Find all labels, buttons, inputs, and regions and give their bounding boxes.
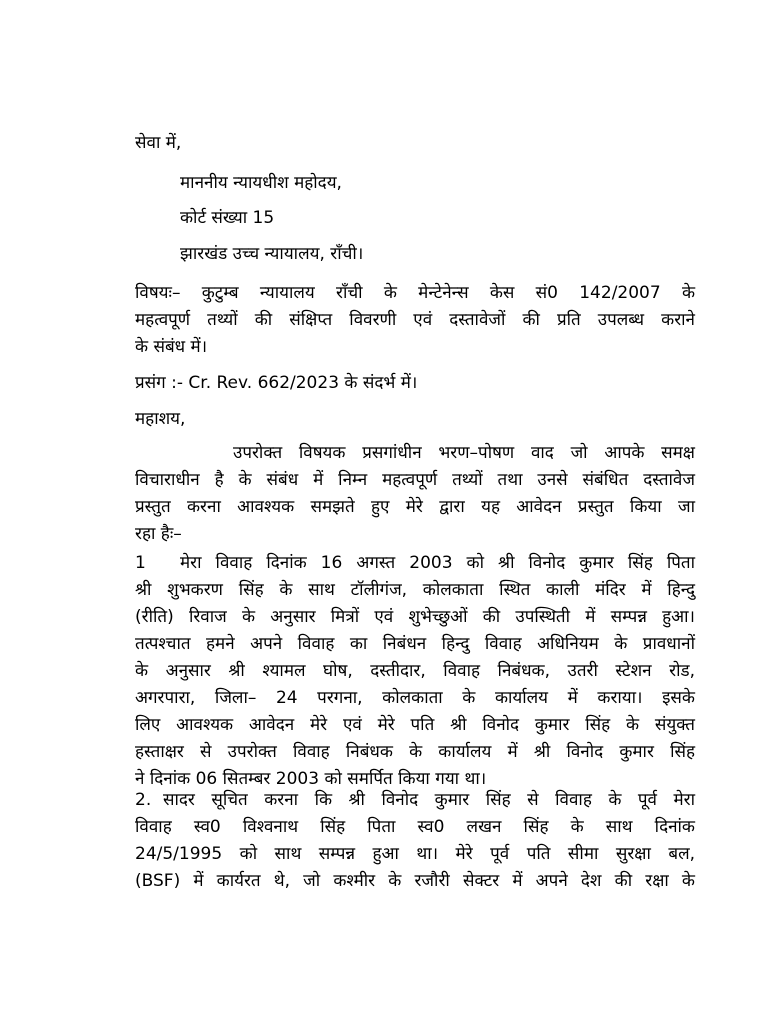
- point-1-line-7: लिए आवश्यक आवेदन मेरे एवं मेरे पति श्री विनोद कुमार सिंह के संयुक्त: [135, 715, 695, 735]
- point-2-line-2: विवाह स्व0 विश्वनाथ सिंह पिता स्व0 लखन सिंह के साथ दिनांक: [135, 817, 695, 837]
- point-1-line-9: ने दिनांक 06 सितम्बर 2003 को समर्पित किया गया था।: [135, 769, 487, 789]
- intro-line-4: रहा हैः–: [135, 524, 182, 544]
- point-1-paragraph: [135, 550, 695, 793]
- point-1-number: 1: [135, 553, 146, 573]
- point-1-line-8: हस्ताक्षर से उपरोक्त विवाह निबंधक के कार्यालय में श्री विनोद कुमार सिंह: [135, 742, 695, 762]
- address-line-2: कोर्ट संख्या 15: [180, 208, 275, 228]
- point-1-line-1-text: मेरा विवाह दिनांक 16 अगस्त 2003 को श्री विनोद कुमार सिंह पिता: [180, 553, 695, 573]
- subject-line-2: महत्वपूर्ण तथ्यों की संक्षिप्त विवरणी एवं दस्तावेजों की प्रति उपलब्ध कराने: [135, 310, 695, 330]
- subject-paragraph: [135, 280, 695, 361]
- point-2-line-1-text: सादर सूचित करना कि श्री विनोद कुमार सिंह से विवाह के पूर्व मेरा: [163, 790, 695, 810]
- salutation: सेवा में,: [135, 133, 182, 153]
- point-2-line-4: (BSF) में कार्यरत थे, जो कश्मीर के रजौरी सेक्टर में अपने देश की रक्षा के: [135, 871, 695, 891]
- intro-line-1: उपरोक्त विषयक प्रसगांधीन भरण–पोषण वाद जो आपके समक्ष: [233, 443, 695, 463]
- point-2-number: 2.: [135, 790, 152, 810]
- intro-line-3: प्रस्तुत करना आवश्यक समझते हुए मेरे द्वारा यह आवेदन प्रस्तुत किया जा: [135, 497, 695, 517]
- address-line-1: माननीय न्यायधीश महोदय,: [180, 173, 342, 193]
- point-2-line-3: 24/5/1995 को साथ सम्पन्न हुआ था। मेरे पूर्व पति सीमा सुरक्षा बल,: [135, 844, 695, 864]
- reference-line: प्रसंग :- Cr. Rev. 662/2023 के संदर्भ में।: [135, 373, 418, 393]
- greeting: महाशय,: [135, 409, 186, 429]
- point-1-line-1: [135, 550, 695, 577]
- point-2-paragraph: [135, 787, 695, 895]
- subject-line-3: के संबंध में।: [135, 337, 208, 357]
- point-1-line-4: तत्पश्चात हमने अपने विवाह का निबंधन हिन्दु विवाह अधिनियम के प्रावधानों: [135, 634, 695, 654]
- subject-line-1: विषयः– कुटुम्ब न्यायालय राँची के मेन्टेनेन्स केस सं0 142/2007 के: [135, 283, 695, 303]
- point-2-line-1: [135, 787, 695, 814]
- intro-paragraph: [135, 440, 695, 548]
- point-1-line-6: अगरपारा, जिला– 24 परगना, कोलकाता के कार्यालय में कराया। इसके: [135, 688, 695, 708]
- point-1-line-2: श्री शुभकरण सिंह के साथ टॉलीगंज, कोलकाता स्थित काली मंदिर में हिन्दु: [135, 580, 695, 600]
- intro-line-2: विचाराधीन है के संबंध में निम्न महत्वपूर्ण तथ्यों तथा उनसे संबंधित दस्तावेज: [135, 470, 695, 490]
- point-1-line-3: (रीति) रिवाज के अनुसार मित्रों एवं शुभेच्छुओं की उपस्थिती में सम्पन्न हुआ।: [135, 607, 695, 627]
- point-1-line-5: के अनुसार श्री श्यामल घोष, दस्तीदार, विवाह निबंधक, उतरी स्टेशन रोड,: [135, 661, 695, 681]
- address-line-3: झारखंड उच्च न्यायालय, राँची।: [180, 244, 364, 264]
